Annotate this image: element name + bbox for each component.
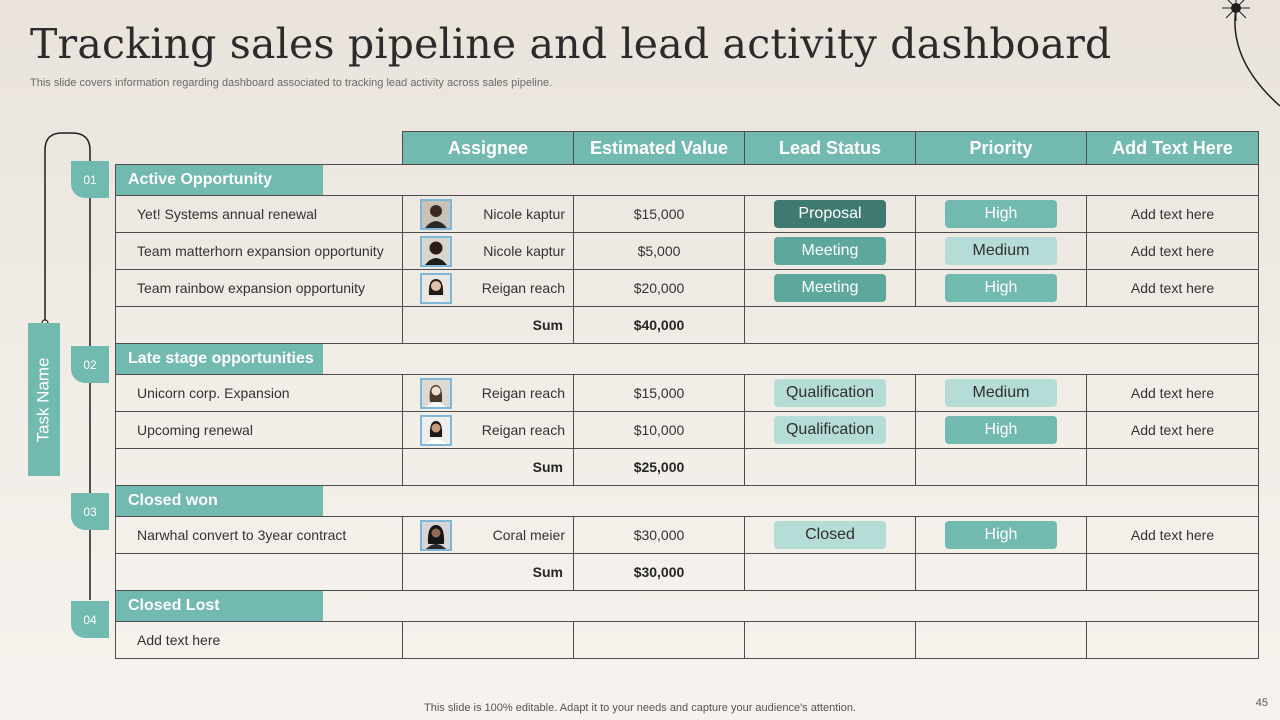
sum-label: Sum [403, 307, 574, 344]
note-cell: Add text here [1087, 517, 1259, 554]
task-cell: Add text here [116, 622, 403, 659]
pipeline-table [115, 131, 1259, 659]
avatar [420, 378, 452, 409]
sum-label: Sum [403, 554, 574, 591]
table-row [116, 270, 1259, 307]
sum-label: Sum [403, 449, 574, 486]
section-number-03: 03 [71, 493, 109, 530]
sum-value: $40,000 [574, 307, 745, 344]
note-cell: Add text here [1087, 233, 1259, 270]
value-cell: $15,000 [574, 196, 745, 233]
header-lead-status: Lead Status [745, 132, 916, 165]
note-cell: Add text here [1087, 375, 1259, 412]
header-priority: Priority [916, 132, 1087, 165]
assignee-cell: Nicole kaptur [403, 196, 574, 233]
status-badge: Proposal [774, 200, 886, 228]
priority-badge: Medium [945, 237, 1057, 265]
page-title: Tracking sales pipeline and lead activity dashboard [30, 20, 1112, 68]
section-number-04: 04 [71, 601, 109, 638]
task-cell: Yet! Systems annual renewal [116, 196, 403, 233]
sum-row [116, 449, 1259, 486]
header-blank [116, 132, 403, 165]
assignee-cell: Coral meier [403, 517, 574, 554]
priority-badge: Medium [945, 379, 1057, 407]
section-row [116, 486, 1259, 517]
priority-badge: High [945, 521, 1057, 549]
section-row [116, 165, 1259, 196]
status-badge: Meeting [774, 237, 886, 265]
header-estimated-value: Estimated Value [574, 132, 745, 165]
sum-value: $30,000 [574, 554, 745, 591]
task-cell: Team rainbow expansion opportunity [116, 270, 403, 307]
priority-badge: High [945, 200, 1057, 228]
value-cell: $20,000 [574, 270, 745, 307]
assignee-cell: Reigan reach [403, 270, 574, 307]
assignee-cell: Reigan reach [403, 375, 574, 412]
table-row [116, 517, 1259, 554]
page-number: 45 [1255, 697, 1268, 709]
task-cell: Unicorn corp. Expansion [116, 375, 403, 412]
status-badge: Meeting [774, 274, 886, 302]
value-cell: $5,000 [574, 233, 745, 270]
status-badge: Qualification [774, 416, 886, 444]
status-badge: Qualification [774, 379, 886, 407]
avatar [420, 236, 452, 267]
section-label: Active Opportunity [116, 165, 323, 195]
section-label: Late stage opportunities [116, 344, 323, 374]
table-row [116, 375, 1259, 412]
avatar [420, 199, 452, 230]
task-name-label: Task Name [28, 323, 60, 476]
avatar [420, 415, 452, 446]
priority-badge: High [945, 274, 1057, 302]
table-row [116, 233, 1259, 270]
task-cell: Narwhal convert to 3year contract [116, 517, 403, 554]
header-add-text: Add Text Here [1087, 132, 1259, 165]
assignee-cell: Reigan reach [403, 412, 574, 449]
avatar [420, 520, 452, 551]
table-row [116, 412, 1259, 449]
footer-note: This slide is 100% editable. Adapt it to your needs and capture your audience's attention. [424, 702, 856, 714]
table-row [116, 196, 1259, 233]
priority-badge: High [945, 416, 1057, 444]
note-cell: Add text here [1087, 270, 1259, 307]
value-cell: $30,000 [574, 517, 745, 554]
table-header-row [116, 132, 1259, 165]
section-number-02: 02 [71, 346, 109, 383]
section-label: Closed won [116, 486, 323, 516]
assignee-cell: Nicole kaptur [403, 233, 574, 270]
task-cell: Upcoming renewal [116, 412, 403, 449]
header-assignee: Assignee [403, 132, 574, 165]
status-badge: Closed [774, 521, 886, 549]
sum-row [116, 554, 1259, 591]
section-label: Closed Lost [116, 591, 323, 621]
section-number-01: 01 [71, 161, 109, 198]
page-subtitle: This slide covers information regarding dashboard associated to tracking lead activity across sales pipeline. [30, 77, 553, 89]
value-cell: $10,000 [574, 412, 745, 449]
section-row [116, 591, 1259, 622]
section-row [116, 344, 1259, 375]
sum-value: $25,000 [574, 449, 745, 486]
task-cell: Team matterhorn expansion opportunity [116, 233, 403, 270]
sum-row [116, 307, 1259, 344]
note-cell: Add text here [1087, 412, 1259, 449]
table-row [116, 622, 1259, 659]
note-cell: Add text here [1087, 196, 1259, 233]
avatar [420, 273, 452, 304]
value-cell: $15,000 [574, 375, 745, 412]
